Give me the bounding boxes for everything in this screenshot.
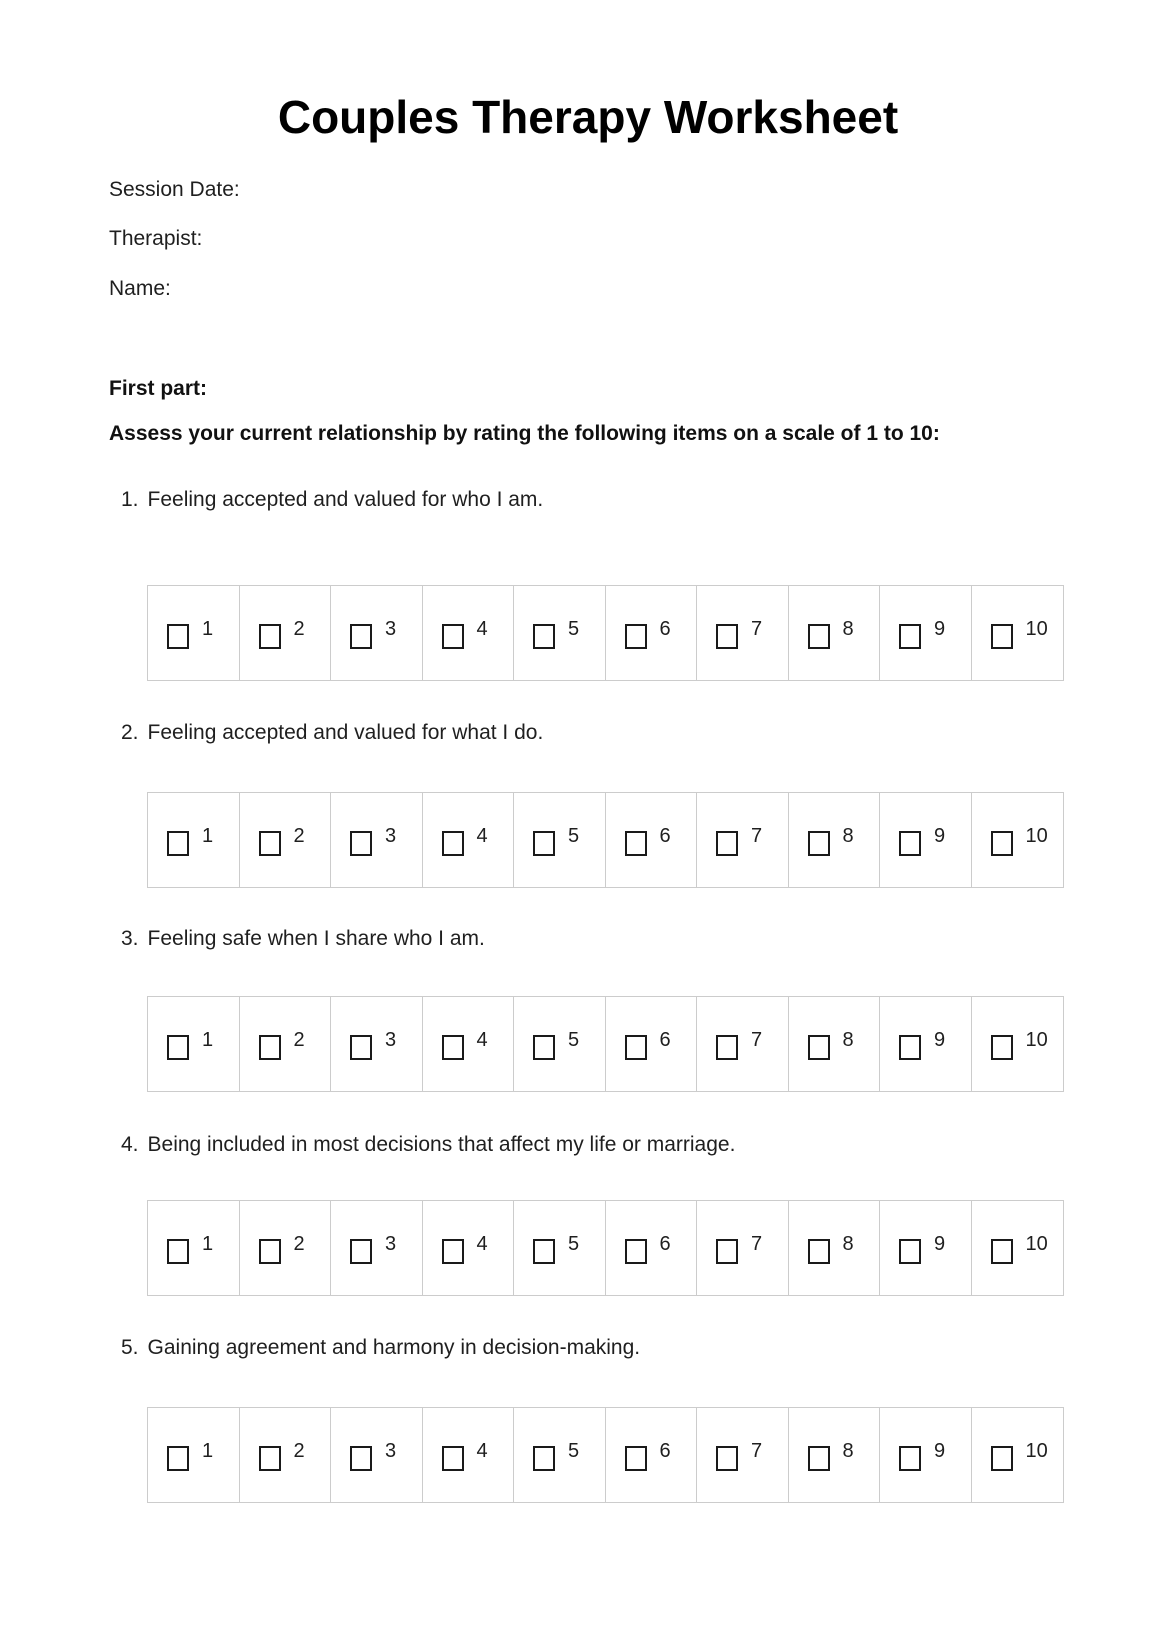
rating-number-label: 5 — [568, 1028, 580, 1051]
rating-checkbox[interactable] — [716, 624, 738, 649]
rating-number-label: 6 — [659, 1232, 671, 1255]
item-1 — [121, 487, 543, 512]
section-heading: First part: — [109, 377, 208, 400]
rating-checkbox[interactable] — [533, 1035, 555, 1060]
rating-number-label: 9 — [934, 1028, 946, 1051]
rating-number-label: 5 — [568, 1439, 580, 1462]
rating-checkbox[interactable] — [442, 624, 464, 649]
rating-checkbox[interactable] — [442, 1035, 464, 1060]
rating-cell — [606, 1201, 698, 1295]
rating-checkbox[interactable] — [991, 1035, 1013, 1060]
rating-checkbox[interactable] — [716, 1239, 738, 1264]
rating-cell — [514, 1408, 606, 1502]
rating-cell — [697, 793, 789, 887]
rating-number-label: 6 — [659, 1028, 671, 1051]
rating-checkbox[interactable] — [350, 1446, 372, 1471]
rating-cell — [514, 1201, 606, 1295]
rating-number-label: 9 — [934, 617, 946, 640]
rating-number-label: 4 — [476, 1028, 488, 1051]
rating-cell — [423, 793, 515, 887]
item-2 — [121, 720, 543, 745]
rating-cell — [240, 1408, 332, 1502]
rating-number-label: 6 — [659, 1439, 671, 1462]
rating-checkbox[interactable] — [350, 831, 372, 856]
rating-cell — [789, 586, 881, 680]
rating-cell — [240, 793, 332, 887]
rating-number-label: 10 — [1025, 824, 1048, 847]
rating-checkbox[interactable] — [625, 831, 647, 856]
rating-cell — [423, 1201, 515, 1295]
rating-number-label: 10 — [1025, 1232, 1048, 1255]
rating-cell — [606, 1408, 698, 1502]
rating-checkbox[interactable] — [899, 1035, 921, 1060]
rating-checkbox[interactable] — [259, 1239, 281, 1264]
rating-number-label: 2 — [293, 1232, 305, 1255]
rating-checkbox[interactable] — [991, 1446, 1013, 1471]
rating-cell — [972, 1201, 1064, 1295]
rating-cell — [972, 793, 1064, 887]
rating-scale-item-3 — [147, 996, 1064, 1092]
rating-scale-item-5 — [147, 1407, 1064, 1503]
rating-checkbox[interactable] — [259, 831, 281, 856]
rating-number-label: 10 — [1025, 1028, 1048, 1051]
rating-cell — [972, 997, 1064, 1091]
rating-number-label: 8 — [842, 1232, 854, 1255]
rating-cell — [148, 1201, 240, 1295]
rating-cell — [514, 997, 606, 1091]
rating-number-label: 7 — [751, 824, 763, 847]
item-3-text: Feeling safe when I share who I am. — [147, 927, 485, 950]
section-instruction: Assess your current relationship by rating the following items on a scale of 1 to 10: — [109, 422, 940, 445]
rating-number-label: 5 — [568, 617, 580, 640]
rating-cell — [148, 793, 240, 887]
rating-checkbox[interactable] — [167, 1239, 189, 1264]
rating-cell — [148, 997, 240, 1091]
rating-number-label: 8 — [842, 1439, 854, 1462]
rating-checkbox[interactable] — [350, 1035, 372, 1060]
rating-number-label: 7 — [751, 1439, 763, 1462]
rating-checkbox[interactable] — [716, 831, 738, 856]
rating-number-label: 9 — [934, 1232, 946, 1255]
rating-number-label: 8 — [842, 1028, 854, 1051]
rating-checkbox[interactable] — [167, 1446, 189, 1471]
rating-number-label: 7 — [751, 1232, 763, 1255]
rating-number-label: 3 — [385, 1232, 397, 1255]
rating-number-label: 1 — [202, 824, 214, 847]
rating-cell — [514, 793, 606, 887]
item-5-number: 5. — [121, 1336, 139, 1359]
item-1-number: 1. — [121, 488, 139, 511]
rating-number-label: 8 — [842, 824, 854, 847]
rating-cell — [240, 1201, 332, 1295]
rating-cell — [331, 997, 423, 1091]
rating-number-label: 10 — [1025, 617, 1048, 640]
rating-cell — [880, 1201, 972, 1295]
rating-checkbox[interactable] — [167, 831, 189, 856]
item-4-text: Being included in most decisions that affect my life or marriage. — [147, 1133, 736, 1156]
rating-cell — [972, 1408, 1064, 1502]
rating-cell — [606, 997, 698, 1091]
rating-cell — [789, 1201, 881, 1295]
rating-checkbox[interactable] — [716, 1446, 738, 1471]
rating-cell — [697, 586, 789, 680]
rating-checkbox[interactable] — [259, 624, 281, 649]
rating-cell — [148, 1408, 240, 1502]
rating-number-label: 1 — [202, 617, 214, 640]
rating-number-label: 3 — [385, 1439, 397, 1462]
rating-checkbox[interactable] — [991, 1239, 1013, 1264]
rating-cell — [880, 997, 972, 1091]
rating-number-label: 9 — [934, 824, 946, 847]
rating-checkbox[interactable] — [442, 1446, 464, 1471]
rating-scale-item-1 — [147, 585, 1064, 681]
rating-checkbox[interactable] — [259, 1035, 281, 1060]
name-label: Name: — [109, 277, 171, 300]
rating-checkbox[interactable] — [899, 831, 921, 856]
rating-number-label: 2 — [293, 1439, 305, 1462]
rating-checkbox[interactable] — [259, 1446, 281, 1471]
rating-checkbox[interactable] — [625, 1446, 647, 1471]
rating-cell — [423, 997, 515, 1091]
rating-checkbox[interactable] — [808, 1446, 830, 1471]
rating-number-label: 2 — [293, 617, 305, 640]
rating-number-label: 1 — [202, 1439, 214, 1462]
rating-number-label: 6 — [659, 617, 671, 640]
rating-checkbox[interactable] — [350, 624, 372, 649]
rating-number-label: 4 — [476, 617, 488, 640]
rating-cell — [423, 1408, 515, 1502]
rating-number-label: 1 — [202, 1232, 214, 1255]
item-4-number: 4. — [121, 1133, 139, 1156]
rating-checkbox[interactable] — [899, 624, 921, 649]
rating-cell — [331, 1408, 423, 1502]
rating-number-label: 3 — [385, 1028, 397, 1051]
rating-checkbox[interactable] — [625, 624, 647, 649]
item-1-text: Feeling accepted and valued for who I am. — [147, 488, 544, 511]
rating-cell — [789, 793, 881, 887]
rating-cell — [789, 997, 881, 1091]
rating-cell — [606, 793, 698, 887]
rating-cell — [331, 586, 423, 680]
rating-number-label: 4 — [476, 824, 488, 847]
session-date-label: Session Date: — [109, 178, 240, 201]
item-2-number: 2. — [121, 721, 139, 744]
item-5 — [121, 1335, 640, 1360]
rating-checkbox[interactable] — [899, 1239, 921, 1264]
rating-number-label: 7 — [751, 617, 763, 640]
item-5-text: Gaining agreement and harmony in decision-making. — [147, 1336, 641, 1359]
rating-checkbox[interactable] — [533, 1239, 555, 1264]
rating-cell — [514, 586, 606, 680]
rating-number-label: 4 — [476, 1439, 488, 1462]
rating-number-label: 8 — [842, 617, 854, 640]
rating-cell — [148, 586, 240, 680]
rating-checkbox[interactable] — [808, 831, 830, 856]
page-title: Couples Therapy Worksheet — [277, 91, 899, 143]
rating-cell — [880, 1408, 972, 1502]
rating-number-label: 5 — [568, 824, 580, 847]
rating-checkbox[interactable] — [442, 1239, 464, 1264]
rating-cell — [240, 586, 332, 680]
rating-checkbox[interactable] — [808, 1035, 830, 1060]
rating-checkbox[interactable] — [625, 1035, 647, 1060]
rating-cell — [697, 997, 789, 1091]
item-3-number: 3. — [121, 927, 139, 950]
rating-number-label: 3 — [385, 617, 397, 640]
rating-scale-item-4 — [147, 1200, 1064, 1296]
rating-number-label: 7 — [751, 1028, 763, 1051]
rating-checkbox[interactable] — [533, 624, 555, 649]
rating-checkbox[interactable] — [716, 1035, 738, 1060]
rating-cell — [697, 1201, 789, 1295]
rating-checkbox[interactable] — [808, 1239, 830, 1264]
item-2-text: Feeling accepted and valued for what I do. — [147, 721, 544, 744]
rating-number-label: 2 — [293, 824, 305, 847]
rating-cell — [423, 586, 515, 680]
rating-cell — [331, 793, 423, 887]
rating-checkbox[interactable] — [808, 624, 830, 649]
rating-checkbox[interactable] — [442, 831, 464, 856]
rating-checkbox[interactable] — [625, 1239, 647, 1264]
rating-checkbox[interactable] — [167, 1035, 189, 1060]
rating-checkbox[interactable] — [991, 831, 1013, 856]
rating-number-label: 9 — [934, 1439, 946, 1462]
rating-number-label: 5 — [568, 1232, 580, 1255]
rating-cell — [331, 1201, 423, 1295]
rating-checkbox[interactable] — [350, 1239, 372, 1264]
rating-number-label: 4 — [476, 1232, 488, 1255]
rating-number-label: 3 — [385, 824, 397, 847]
item-3 — [121, 926, 485, 951]
rating-number-label: 2 — [293, 1028, 305, 1051]
rating-number-label: 6 — [659, 824, 671, 847]
rating-cell — [972, 586, 1064, 680]
rating-cell — [880, 586, 972, 680]
rating-checkbox[interactable] — [991, 624, 1013, 649]
rating-scale-item-2 — [147, 792, 1064, 888]
rating-cell — [880, 793, 972, 887]
rating-cell — [789, 1408, 881, 1502]
rating-checkbox[interactable] — [533, 831, 555, 856]
rating-cell — [240, 997, 332, 1091]
rating-cell — [697, 1408, 789, 1502]
rating-number-label: 1 — [202, 1028, 214, 1051]
rating-checkbox[interactable] — [167, 624, 189, 649]
item-4 — [121, 1132, 735, 1157]
rating-checkbox[interactable] — [899, 1446, 921, 1471]
rating-number-label: 10 — [1025, 1439, 1048, 1462]
rating-cell — [606, 586, 698, 680]
rating-checkbox[interactable] — [533, 1446, 555, 1471]
therapist-label: Therapist: — [109, 227, 203, 250]
